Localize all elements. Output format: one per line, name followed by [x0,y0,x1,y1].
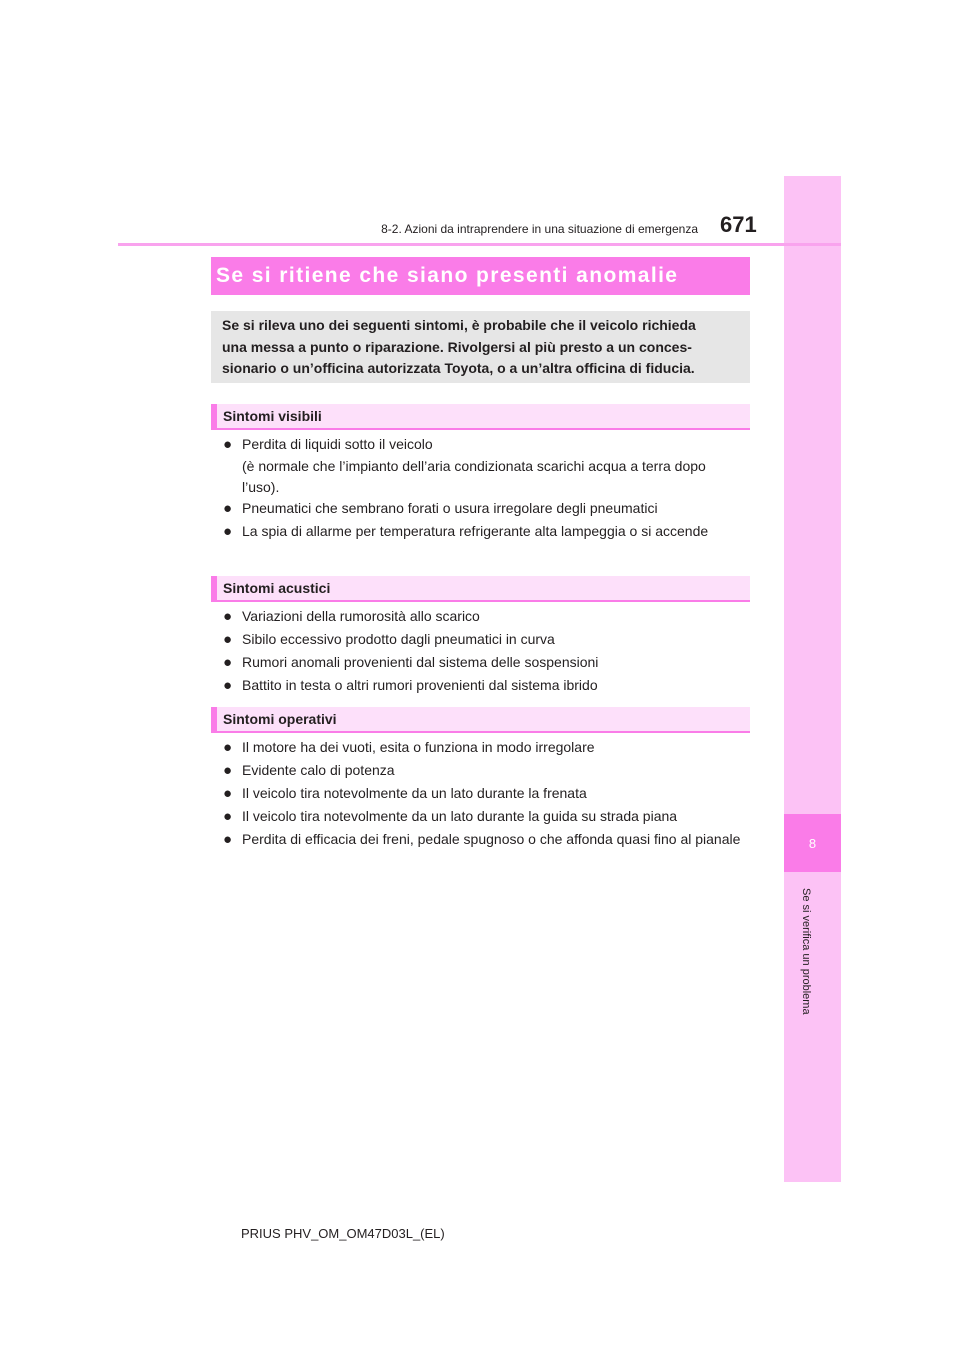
chapter-side-tab [784,176,841,1182]
intro-line: una messa a punto o riparazione. Rivolgersi al più presto a un conces- [222,338,692,355]
bullet-icon: ● [223,500,233,517]
header-section-title: 8-2. Azioni da intraprendere in una situazione di emergenza [381,222,698,236]
document-footer: PRIUS PHV_OM_OM47D03L_(EL) [241,1226,445,1241]
header-divider [118,243,841,246]
intro-line: sionario o un’officina autorizzata Toyota, o a un’altra officina di fiducia. [222,360,695,376]
intro-line: Se si rileva uno dei seguenti sintomi, è probabile che il veicolo richieda [222,317,696,333]
list-item-text: La spia di allarme per temperatura refrigerante alta lampeggia o si accende [242,523,709,539]
section-heading-label: Sintomi operativi [223,711,337,727]
list-item [223,675,745,697]
list-item [223,434,745,499]
list-item [223,606,745,628]
page-title-text: Se si ritiene che siano presenti anomalie [216,264,679,287]
list-item [223,498,745,520]
bullet-icon: ● [223,654,233,671]
list-item-text: Il motore ha dei vuoti, esita o funziona in modo irregolare [242,739,595,755]
page-title [211,257,750,295]
list-item [223,760,745,782]
bullet-icon: ● [223,831,233,848]
list-item [223,629,745,651]
chapter-title-vertical: Se si verifica un problema [800,888,812,1015]
bullet-icon: ● [223,739,233,756]
list-item-text: Perdita di efficacia dei freni, pedale spugnoso o che affonda quasi fino al pianale [242,831,741,847]
list-item-text: Il veicolo tira notevolmente da un lato durante la guida su strada piana [242,808,678,824]
list-item-text: Sibilo eccessivo prodotto dagli pneumatici in curva [242,631,555,647]
list-item-text: Variazioni della rumorosità allo scarico [242,608,480,624]
section-heading-operational [211,707,750,733]
list-item-text: Rumori anomali provenienti dal sistema delle sospensioni [242,654,599,670]
list-item [223,829,745,851]
list-item-text: Pneumatici che sembrano forati o usura irregolare degli pneumatici [242,500,658,516]
heading-accent [211,707,217,731]
bullet-icon: ● [223,762,233,779]
section-heading-label: Sintomi visibili [223,408,322,424]
bullet-icon: ● [223,523,233,540]
section-heading-label: Sintomi acustici [223,580,331,596]
list-item-note: (è normale che l’impianto dell’aria condizionata scarichi acqua a terra dopo l’uso). [242,457,706,495]
bullet-icon: ● [223,608,233,625]
list-item [223,521,745,543]
bullet-icon: ● [223,631,233,648]
list-item-text: Evidente calo di potenza [242,762,395,778]
intro-box [211,311,750,383]
list-item-text: Perdita di liquidi sotto il veicolo [242,436,433,452]
heading-accent [211,404,217,428]
bullet-icon: ● [223,436,233,453]
page-number: 671 [720,212,757,237]
bullet-icon: ● [223,785,233,802]
list-item-text: Il veicolo tira notevolmente da un lato durante la frenata [242,785,587,801]
heading-accent [211,576,217,600]
list-item [223,783,745,805]
chapter-number: 8 [784,814,841,872]
bullet-icon: ● [223,808,233,825]
bullet-icon: ● [223,677,233,694]
list-item-text: Battito in testa o altri rumori provenienti dal sistema ibrido [242,677,598,693]
section-heading-acoustic [211,576,750,602]
list-item [223,806,745,828]
section-heading-visible [211,404,750,430]
list-item [223,737,745,759]
list-item [223,652,745,674]
